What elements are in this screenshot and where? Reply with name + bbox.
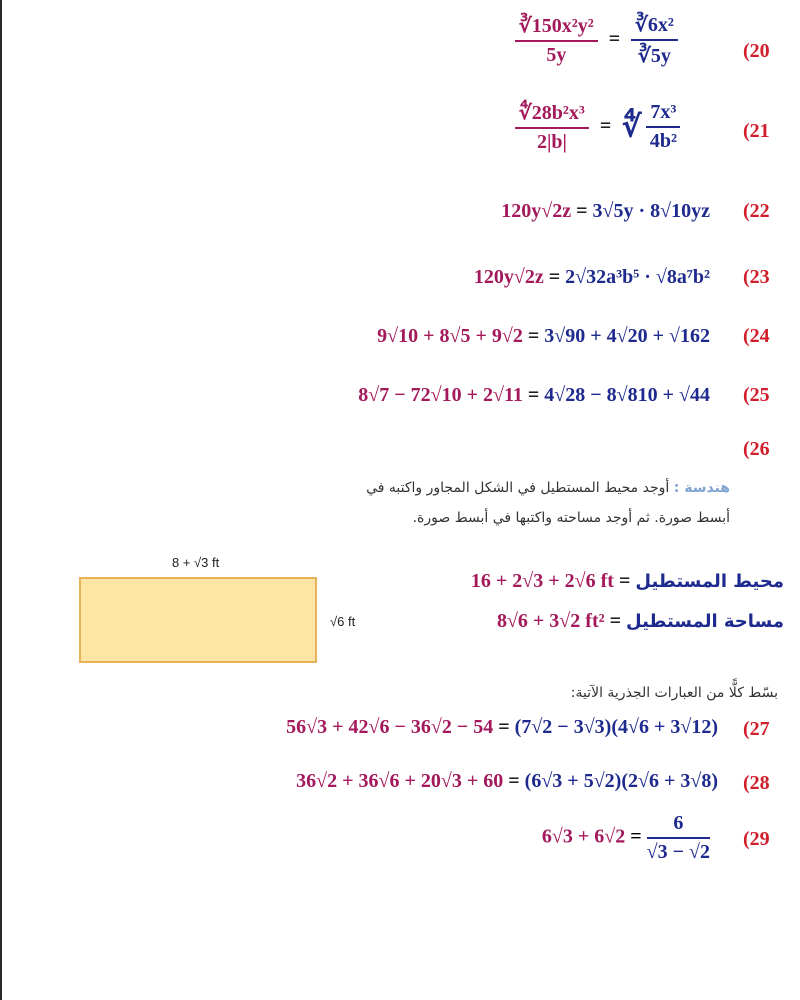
p27-rhs: (7√2 − 3√3)(4√6 + 3√12)	[514, 716, 718, 738]
problem-number-22: (22	[743, 200, 770, 222]
p21-lhs-numerator: ∜28b²x³	[515, 100, 589, 129]
p20-lhs-fraction	[515, 13, 598, 67]
perimeter-equals: =	[613, 570, 636, 592]
p29-equals: =	[625, 825, 647, 848]
problem-number-29: (29	[743, 828, 770, 850]
p25-lhs: 8√7 − 72√10 + 2√11	[358, 384, 523, 406]
p23-rhs: 2√32a³b⁵ · √8a⁷b²	[565, 266, 710, 288]
p24-lhs: 9√10 + 8√5 + 9√2	[377, 325, 523, 347]
p27-lhs: 56√3 + 42√6 − 36√2 − 54	[286, 716, 494, 738]
problem-29-expression	[542, 812, 710, 864]
geometry-text-line1: أوجد محيط المستطيل في الشكل المجاور واكتبه في	[366, 480, 670, 496]
p21-rhs-root-sign: ∜	[622, 110, 642, 144]
p21-equals: =	[599, 114, 612, 137]
problem-number-27: (27	[743, 718, 770, 740]
problem-22-expression	[501, 200, 710, 223]
p25-equals: =	[522, 384, 545, 406]
p29-rhs-numerator: 6	[647, 812, 710, 839]
p29-rhs-denominator: √3 − √2	[646, 841, 710, 863]
perimeter-equation	[471, 570, 784, 593]
page-left-border	[0, 0, 2, 1000]
problem-number-21: (21	[743, 120, 770, 142]
geometry-label: هندسة :	[673, 480, 730, 496]
p20-lhs-numerator: ∛150x²y²	[515, 13, 598, 42]
p29-lhs: 6√3 + 6√2	[541, 825, 626, 848]
p20-rhs-denominator: ∛5y	[638, 45, 671, 67]
p24-equals: =	[522, 325, 545, 347]
problem-number-24: (24	[743, 325, 770, 347]
simplify-header: بسّط كلًّا من العبارات الجذرية الآتية:	[570, 685, 778, 701]
p23-equals: =	[543, 266, 566, 288]
area-equation	[497, 610, 784, 633]
perimeter-label: محيط المستطيل	[635, 571, 784, 592]
area-equals: =	[604, 610, 627, 632]
p21-rhs-numerator: 7x³	[646, 101, 680, 128]
problem-number-25: (25	[743, 384, 770, 406]
p28-lhs: 36√2 + 36√6 + 20√3 + 60	[296, 770, 504, 792]
problem-21-expression	[515, 100, 680, 154]
p21-lhs-fraction	[515, 100, 589, 154]
problem-number-20: (20	[743, 40, 770, 62]
p21-lhs-denominator: 2|b|	[536, 131, 567, 153]
p29-rhs-fraction	[647, 812, 710, 864]
problem-27-expression	[286, 716, 718, 739]
problem-20-expression	[515, 12, 678, 68]
p21-rhs-denominator: 4b²	[649, 130, 677, 152]
p20-rhs-fraction	[631, 12, 678, 68]
rectangle-figure	[79, 577, 317, 663]
problem-28-expression	[296, 770, 718, 793]
geometry-instruction-line1	[366, 480, 730, 496]
rectangle-top-dimension: 8 + √3 ft	[172, 555, 220, 570]
p27-equals: =	[493, 716, 515, 738]
p23-lhs: 120y√2z	[473, 266, 544, 288]
rectangle-side-dimension: √6 ft	[330, 614, 356, 629]
problem-23-expression	[474, 266, 710, 289]
p20-lhs-denominator: 5y	[546, 44, 567, 66]
p22-rhs: 3√5y · 8√10yz	[592, 200, 710, 222]
p22-equals: =	[571, 200, 593, 222]
p21-rhs-fraction	[646, 101, 680, 153]
p20-equals: =	[608, 27, 621, 50]
problem-number-28: (28	[743, 772, 770, 794]
p24-rhs: 3√90 + 4√20 + √162	[544, 325, 710, 347]
problem-25-expression	[358, 384, 710, 407]
problem-24-expression	[377, 325, 710, 348]
p20-rhs-numerator: ∛6x²	[631, 12, 678, 41]
area-label: مساحة المستطيل	[626, 611, 784, 632]
geometry-text-line2: أبسط صورة. ثم أوجد مساحته واكتبها في أبسط صورة.	[412, 510, 730, 526]
area-value: 8√6 + 3√2 ft²	[496, 610, 605, 632]
p28-equals: =	[503, 770, 525, 792]
p22-lhs: 120y√2z	[501, 200, 572, 222]
perimeter-value: 16 + 2√3 + 2√6 ft	[470, 570, 614, 592]
problem-number-23: (23	[743, 266, 770, 288]
problem-number-26: (26	[743, 438, 770, 460]
p25-rhs: 4√28 − 8√810 + √44	[544, 384, 710, 406]
p28-rhs: (6√3 + 5√2)(2√6 + 3√8)	[524, 770, 718, 792]
